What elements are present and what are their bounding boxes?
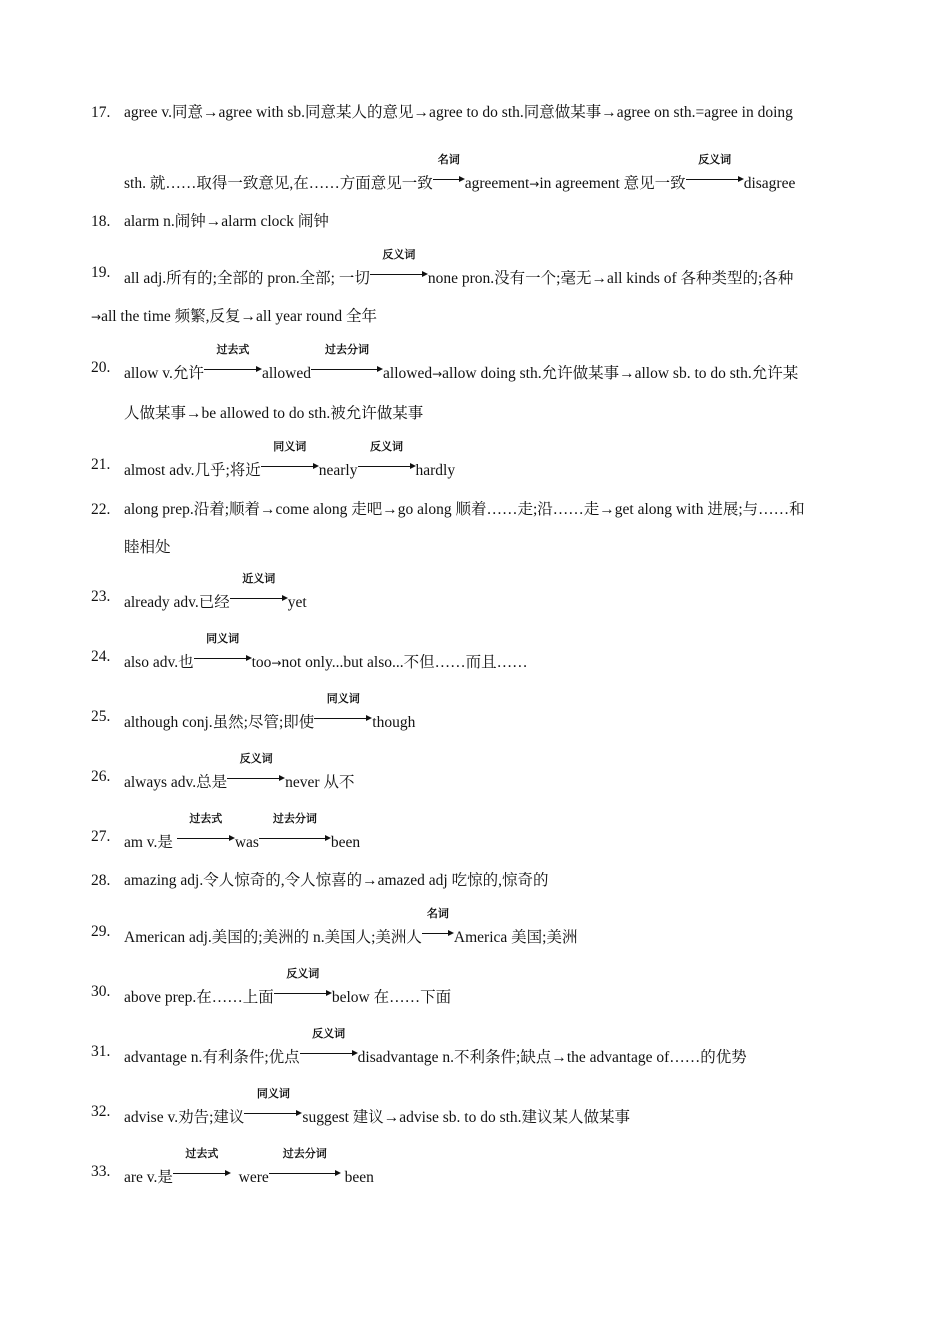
entry-text: not only...but also...不但……而且……: [281, 654, 528, 671]
arrow-noun: 名词: [433, 168, 465, 188]
entry-number: 25.: [91, 708, 111, 725]
entry-text: never 从不: [285, 774, 355, 791]
arrow-antonym: 反义词: [358, 455, 416, 475]
entry-text: in agreement 意见一致: [539, 175, 686, 192]
arrow-antonym: 反义词: [274, 982, 332, 1002]
arrow-antonym: 反义词: [686, 168, 744, 188]
arrow-past-participle: 过去分词: [259, 827, 331, 847]
entry-text: though: [372, 714, 416, 731]
entry-text: nearly: [318, 462, 358, 479]
arrow-icon: →: [432, 367, 443, 381]
arrow-past-tense: 过去式: [204, 358, 262, 378]
entry-text: allow v.允许: [124, 365, 204, 382]
entry-number: 23.: [91, 588, 111, 605]
entry-text: America 美国;美洲: [453, 929, 578, 946]
arrow-synonym: 同义词: [244, 1102, 302, 1122]
entry-text: been: [344, 1169, 374, 1186]
entry-text: above prep.在……上面: [124, 989, 274, 1006]
entry-text: suggest 建议→advise sb. to do sth.建议某人做某事: [302, 1109, 631, 1126]
entry-text: along prep.沿着;顺着→come along 走吧→go along 顺着……走;沿……走→get along with 进展;与……和: [124, 501, 805, 518]
entry-text: amazing adj.令人惊奇的,令人惊喜的→amazed adj 吃惊的,惊奇的: [124, 872, 549, 889]
entry-text: hardly: [415, 462, 456, 479]
entry-text: disagree: [743, 175, 796, 192]
entry-text: almost adv.几乎;将近: [124, 462, 261, 479]
entry-text: allow doing sth.允许做某事→allow sb. to do sth.允许某: [442, 365, 799, 382]
arrow-antonym: 反义词: [370, 263, 428, 283]
arrow-antonym: 反义词: [227, 767, 285, 787]
entry-text: 睦相处: [124, 539, 171, 556]
entry-number: 19.: [91, 264, 111, 281]
entry-number: 21.: [91, 456, 111, 473]
entry-text: American adj.美国的;美洲的 n.美国人;美洲人: [124, 929, 422, 946]
arrow-synonym: 同义词: [194, 647, 252, 667]
entry-text: disadvantage n.不利条件;缺点→the advantage of……的优势: [357, 1049, 747, 1066]
entry-text: also adv.也: [124, 654, 194, 671]
entry-text: too: [251, 654, 272, 671]
arrow-synonym: 同义词: [261, 455, 319, 475]
arrow-past-participle: 过去分词: [269, 1162, 341, 1182]
arrow-icon: →: [271, 656, 282, 670]
entry-number: 17.: [91, 104, 111, 121]
entry-text: alarm n.闹钟→alarm clock 闹钟: [124, 213, 329, 230]
arrow-icon: →: [91, 310, 102, 324]
entry-text: agreement: [464, 175, 530, 192]
entry-text: was: [234, 834, 259, 851]
entry-text: advise v.劝告;建议: [124, 1109, 245, 1126]
entry-number: 32.: [91, 1103, 111, 1120]
entry-text: all the time 频繁,反复→all year round 全年: [101, 308, 377, 325]
entry-text: am v.是: [124, 834, 173, 851]
arrow-antonym: 反义词: [300, 1042, 358, 1062]
entry-number: 33.: [91, 1163, 111, 1180]
entry-number: 31.: [91, 1043, 111, 1060]
entry-text: none pron.没有一个;毫无→all kinds of 各种类型的;各种: [427, 270, 794, 287]
entry-text: agree v.同意→agree with sb.同意某人的意见→agree to do sth.同意做某事→agree on sth.=agree in doing: [124, 104, 793, 121]
arrow-past-tense: 过去式: [173, 1162, 231, 1182]
entry-text: allowed: [383, 365, 433, 382]
entry-number: 30.: [91, 983, 111, 1000]
entry-text: been: [330, 834, 361, 851]
entry-text: below 在……下面: [331, 989, 452, 1006]
entry-text: were: [238, 1169, 269, 1186]
entry-number: 29.: [91, 923, 111, 940]
entry-number: 18.: [91, 213, 111, 230]
entry-text: always adv.总是: [124, 774, 228, 791]
entry-text: all adj.所有的;全部的 pron.全部; 一切: [124, 270, 370, 287]
arrow-near-synonym: 近义词: [230, 587, 288, 607]
entry-number: 24.: [91, 648, 111, 665]
arrow-noun: 名词: [422, 922, 454, 942]
entry-number: 28.: [91, 872, 111, 889]
entry-text: already adv.已经: [124, 594, 230, 611]
entry-text: 人做某事→be allowed to do sth.被允许做某事: [124, 405, 424, 422]
entry-text: are v.是: [124, 1169, 173, 1186]
entry-text: although conj.虽然;尽管;即使: [124, 714, 315, 731]
entry-number: 27.: [91, 828, 111, 845]
arrow-icon: →: [529, 177, 540, 191]
arrow-past-tense: 过去式: [177, 827, 235, 847]
entry-text: allowed: [261, 365, 312, 382]
entry-number: 20.: [91, 359, 111, 376]
entry-text: advantage n.有利条件;优点: [124, 1049, 300, 1066]
entry-number: 22.: [91, 501, 111, 518]
entry-text: yet: [287, 594, 307, 611]
arrow-past-participle: 过去分词: [311, 358, 383, 378]
arrow-synonym: 同义词: [314, 707, 372, 727]
entry-number: 26.: [91, 768, 111, 785]
entry-text: sth. 就……取得一致意见,在……方面意见一致: [124, 175, 433, 192]
